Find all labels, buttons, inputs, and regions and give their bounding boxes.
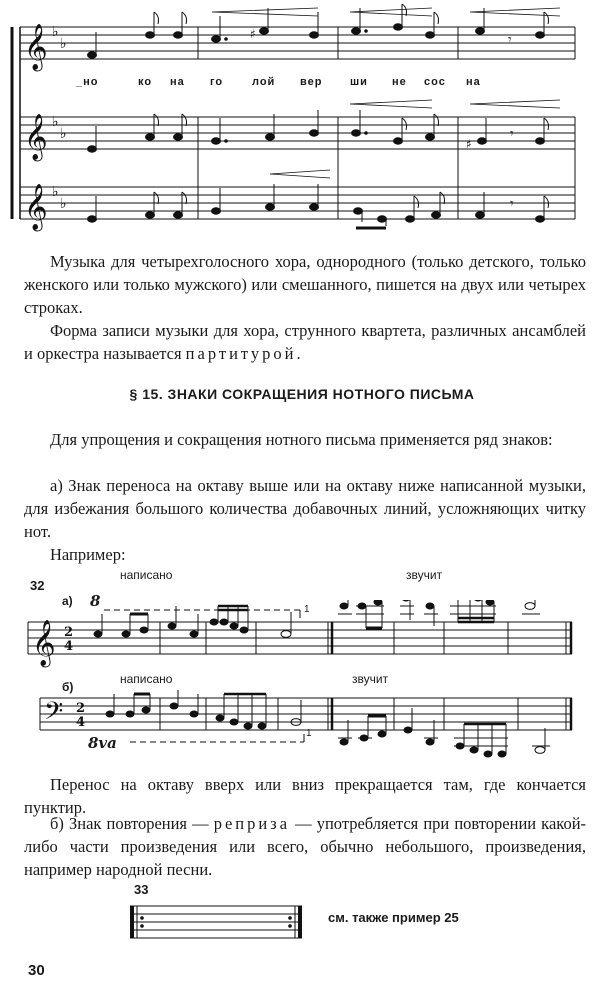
staff-soprano <box>20 27 575 59</box>
lyric-syllable: го <box>210 76 224 88</box>
svg-text:♭: ♭ <box>60 196 67 212</box>
svg-text:2: 2 <box>64 625 74 640</box>
paragraph-text: — употребляется при повторении какой-либо части произведения или всего, обычно небольшого, произведения, например народной песни. <box>24 814 587 879</box>
octave-mark: 8va <box>88 734 117 752</box>
svg-text:♭: ♭ <box>52 114 59 130</box>
key-signature-flats <box>52 24 67 212</box>
treble-clef-icon: 𝄞 <box>32 620 56 666</box>
svg-text:♭: ♭ <box>60 36 67 52</box>
paragraph-item-a: а) Знак переноса на октаву выше или на октаву ниже написанной музыки, для избежания большого количества добавочных линий, усложняющих читку нот. <box>24 476 586 541</box>
lyric-syllable: сос <box>424 76 446 88</box>
bass-clef-icon: 𝄢 <box>44 697 64 732</box>
octave-mark: 8 <box>90 592 101 610</box>
paragraph-score-definition <box>24 319 586 365</box>
term-partitura: партитурой. <box>185 344 304 363</box>
paragraph-reprise <box>24 812 586 881</box>
lyric-syllable: лой <box>252 76 276 88</box>
treble-clef-icon: 𝄞 <box>24 24 48 70</box>
bass-notes <box>88 184 549 228</box>
paragraph-text: Форма записи музыки для хора, струнного квартета, различных ансамблей и оркестра называется <box>24 321 586 363</box>
lyric-syllable: вер <box>300 76 323 88</box>
bracket-number: 1 <box>304 604 310 615</box>
see-also-note: см. также пример 25 <box>328 910 459 925</box>
svg-text:2: 2 <box>76 701 86 716</box>
sounds-label: звучит <box>352 672 389 686</box>
treble-clef-icon: 𝄞 <box>24 114 48 160</box>
svg-text:♯: ♯ <box>250 27 256 41</box>
lyric-syllable: на <box>170 76 185 88</box>
staff-bass <box>20 187 575 219</box>
svg-text:♭: ♭ <box>52 184 59 200</box>
row-b-label: б) <box>62 680 74 694</box>
lyric-syllable: не <box>392 76 407 88</box>
sounds-label: звучит <box>406 568 443 582</box>
svg-text:♯: ♯ <box>466 137 472 151</box>
written-notes <box>106 690 301 729</box>
repeat-sign-staff <box>126 900 310 942</box>
barlines <box>198 27 575 219</box>
treble-clef-icon: 𝄞 <box>24 184 48 230</box>
example-number: 32 <box>30 578 45 593</box>
paragraph-intro: Для упрощения и сокращения нотного письма применяется ряд знаков: <box>50 430 553 449</box>
page-number: 30 <box>28 962 45 979</box>
row-a-label: а) <box>62 594 73 608</box>
lyric-syllable: на <box>466 76 481 88</box>
paragraph-text: б) Знак повторения — <box>50 814 209 833</box>
svg-text:𝄾: 𝄾 <box>508 32 512 48</box>
alto-notes <box>88 110 549 152</box>
paragraph-octave-end: Перенос на октаву вверх или вниз прекращается там, где кончается пунктир. <box>24 775 586 817</box>
bracket-number: 1 <box>306 728 312 739</box>
section-heading: § 15. ЗНАКИ СОКРАЩЕНИЯ НОТНОГО ПИСЬМА <box>129 386 475 402</box>
choral-score <box>0 0 604 240</box>
written-label: написано <box>120 568 173 582</box>
term-reprise: реприза <box>213 814 291 833</box>
svg-text:4: 4 <box>64 639 74 654</box>
svg-text:♭: ♭ <box>60 126 67 142</box>
lyric-syllable: _но <box>76 76 99 88</box>
svg-text:𝄾: 𝄾 <box>510 196 514 212</box>
svg-text:𝄾: 𝄾 <box>510 126 514 142</box>
example-32a-staff <box>0 600 604 670</box>
example-label: Например: <box>50 545 126 564</box>
example-number: 33 <box>134 882 149 897</box>
svg-text:4: 4 <box>76 715 86 730</box>
sounding-notes <box>338 600 540 628</box>
staff-alto <box>20 117 575 149</box>
paragraph-choir-notation: Музыка для четырехголосного хора, однородного (только детского, только женского или только мужского) или смешанного, пишется на двух или четырех строках. <box>24 252 586 317</box>
lyric-syllable: ко <box>138 76 153 88</box>
lyric-syllable: ши <box>350 76 368 88</box>
written-label: написано <box>120 672 173 686</box>
svg-text:♭: ♭ <box>52 24 59 40</box>
